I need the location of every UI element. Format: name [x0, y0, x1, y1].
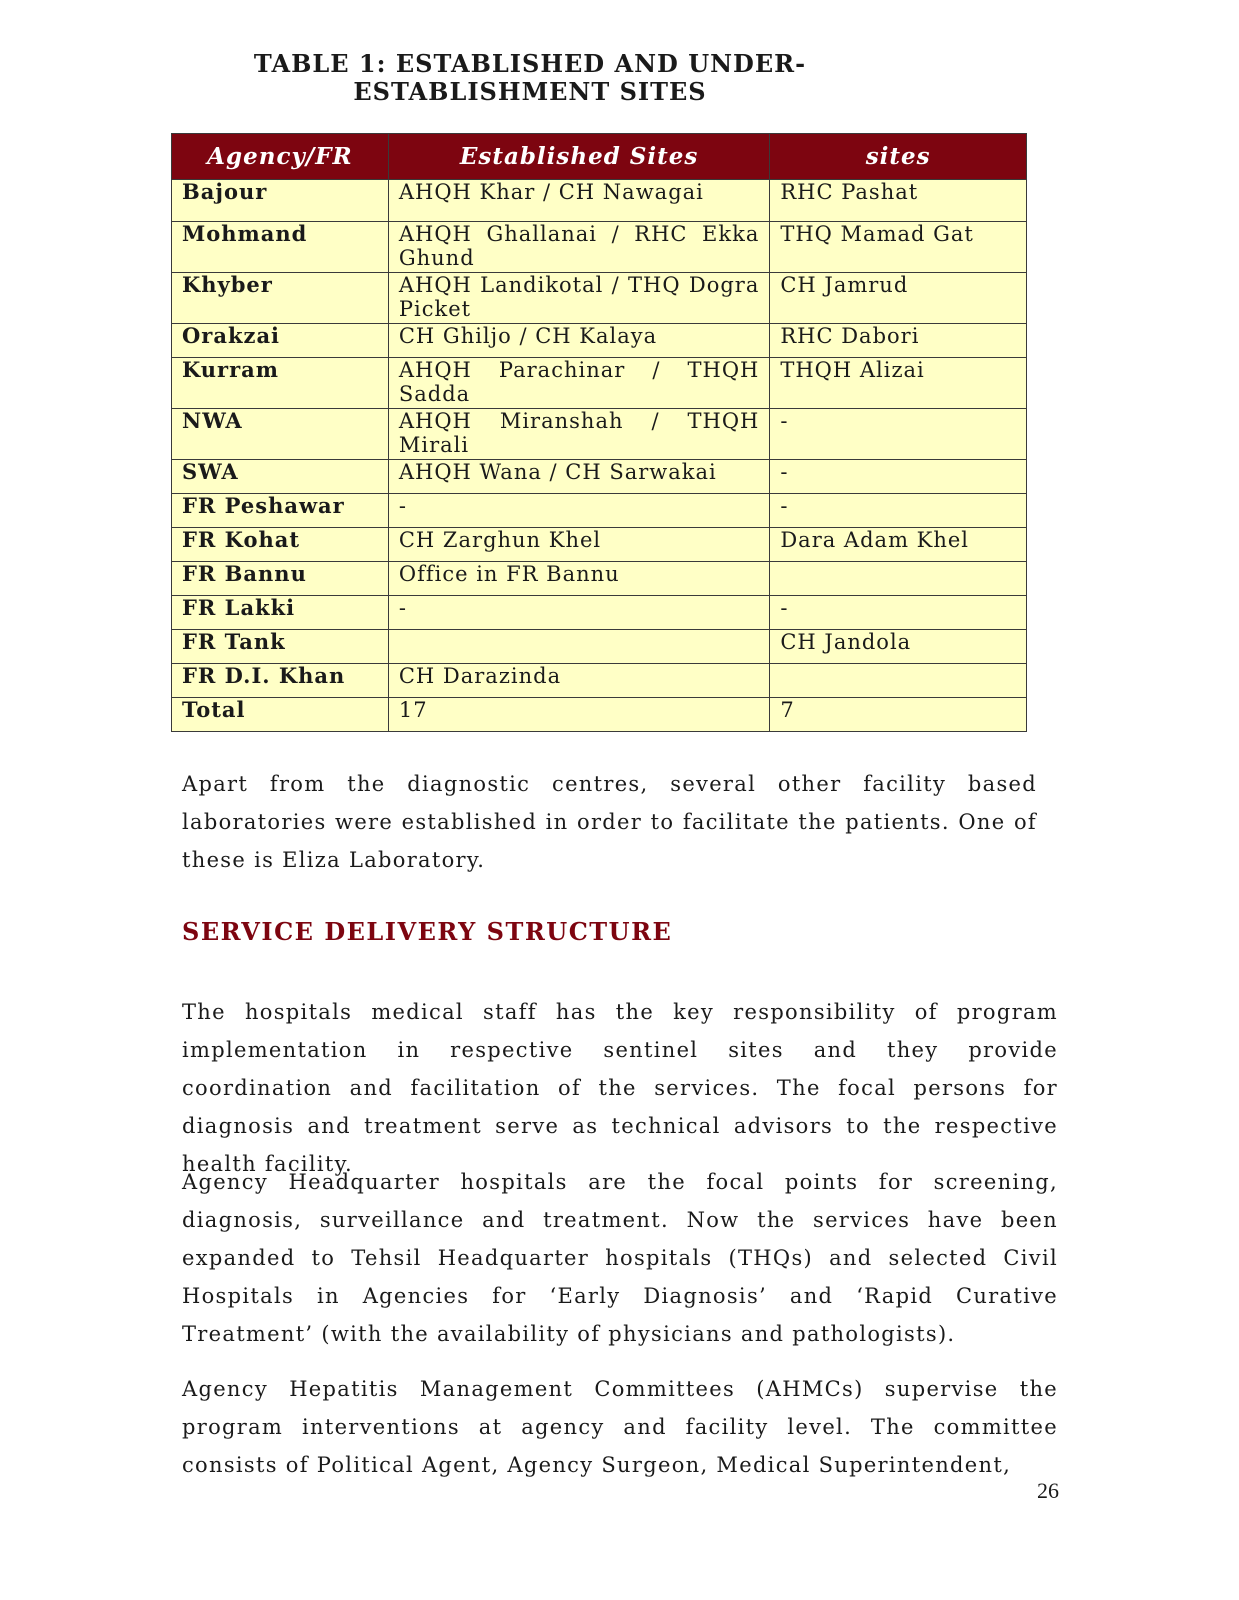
sites-cell: CH Jamrud	[770, 273, 1027, 324]
agency-cell: FR Kohat	[172, 528, 389, 562]
table-row	[172, 460, 1027, 494]
sites-cell: -	[770, 494, 1027, 528]
established-sites-cell: CH Ghiljo / CH Kalaya	[388, 324, 769, 358]
section-heading: SERVICE DELIVERY STRUCTURE	[182, 917, 673, 946]
paragraph-headquarter-hospitals: Agency Headquarter hospitals are the focal points for screening, diagnosis, surveillance and treatment. Now the services have been expanded to Tehsil Headquarter hospitals (THQs) and selected Civil Hospitals in Agencies for ‘Early Diagnosis’ and ‘Rapid Curative Treatment’ (with the availability of physicians and pathologists).	[182, 1170, 1058, 1346]
table-row	[172, 630, 1027, 664]
sites-cell	[770, 562, 1027, 596]
page-number: 26	[1037, 1478, 1059, 1503]
sites-cell: CH Jandola	[770, 630, 1027, 664]
agency-cell: Kurram	[172, 358, 389, 409]
established-sites-cell: Office in FR Bannu	[388, 562, 769, 596]
agency-cell: FR D.I. Khan	[172, 664, 389, 698]
agency-cell: Orakzai	[172, 324, 389, 358]
table-row	[172, 222, 1027, 273]
table-row	[172, 324, 1027, 358]
table-row	[172, 528, 1027, 562]
sites-cell: THQH Alizai	[770, 358, 1027, 409]
agency-cell: FR Peshawar	[172, 494, 389, 528]
established-sites-cell: AHQH Landikotal / THQ Dogra Picket	[388, 273, 769, 324]
agency-cell: Khyber	[172, 273, 389, 324]
table-total-row	[172, 698, 1027, 732]
established-sites-cell: AHQH Ghallanai / RHC Ekka Ghund	[388, 222, 769, 273]
established-sites-cell: AHQH Miranshah / THQH Mirali	[388, 409, 769, 460]
sites-cell: 7	[770, 698, 1027, 732]
sites-cell: RHC Pashat	[770, 180, 1027, 222]
agency-cell: Total	[172, 698, 389, 732]
established-sites-cell: CH Zarghun Khel	[388, 528, 769, 562]
column-header-agency: Agency/FR	[172, 134, 389, 180]
paragraph-ahmc: Agency Hepatitis Management Committees (AHMCs) supervise the program interventions at agency and facility level. The committee consists of Political Agent, Agency Surgeon, Medical Superintendent,	[182, 1377, 1058, 1477]
table-row	[172, 664, 1027, 698]
column-header-sites: sites	[770, 134, 1027, 180]
established-sites-cell: 17	[388, 698, 769, 732]
agency-cell: Bajour	[172, 180, 389, 222]
established-sites-cell: -	[388, 596, 769, 630]
agency-cell: Mohmand	[172, 222, 389, 273]
established-sites-cell	[388, 630, 769, 664]
table-header-row	[172, 134, 1027, 180]
table-row	[172, 494, 1027, 528]
sites-table	[171, 133, 1027, 732]
agency-cell: NWA	[172, 409, 389, 460]
table-row	[172, 562, 1027, 596]
sites-cell: -	[770, 409, 1027, 460]
agency-cell: SWA	[172, 460, 389, 494]
agency-cell: FR Tank	[172, 630, 389, 664]
table-title	[240, 50, 820, 106]
sites-cell: -	[770, 460, 1027, 494]
table-title-line-2: ESTABLISHMENT SITES	[353, 77, 707, 106]
table-row	[172, 273, 1027, 324]
established-sites-cell: AHQH Khar / CH Nawagai	[388, 180, 769, 222]
table-row	[172, 358, 1027, 409]
paragraph-laboratories: Apart from the diagnostic centres, several other facility based laboratories were established in order to facilitate the patients. One of these is Eliza Laboratory.	[182, 772, 1037, 872]
table-row	[172, 596, 1027, 630]
sites-cell: -	[770, 596, 1027, 630]
sites-cell: RHC Dabori	[770, 324, 1027, 358]
agency-cell: FR Bannu	[172, 562, 389, 596]
established-sites-cell: AHQH Wana / CH Sarwakai	[388, 460, 769, 494]
column-header-established-sites: Established Sites	[388, 134, 769, 180]
table-title-line-1: TABLE 1: ESTABLISHED AND UNDER-	[253, 49, 807, 78]
established-sites-cell: CH Darazinda	[388, 664, 769, 698]
established-sites-cell: AHQH Parachinar / THQH Sadda	[388, 358, 769, 409]
sites-cell: THQ Mamad Gat	[770, 222, 1027, 273]
sites-cell	[770, 664, 1027, 698]
table-row	[172, 409, 1027, 460]
established-sites-cell: -	[388, 494, 769, 528]
agency-cell: FR Lakki	[172, 596, 389, 630]
table-row	[172, 180, 1027, 222]
paragraph-medical-staff: The hospitals medical staff has the key responsibility of program implementation in respective sentinel sites and they provide coordination and facilitation of the services. The focal persons for diagnosis and treatment serve as technical advisors to the respective health facility.	[182, 1000, 1058, 1176]
sites-cell: Dara Adam Khel	[770, 528, 1027, 562]
